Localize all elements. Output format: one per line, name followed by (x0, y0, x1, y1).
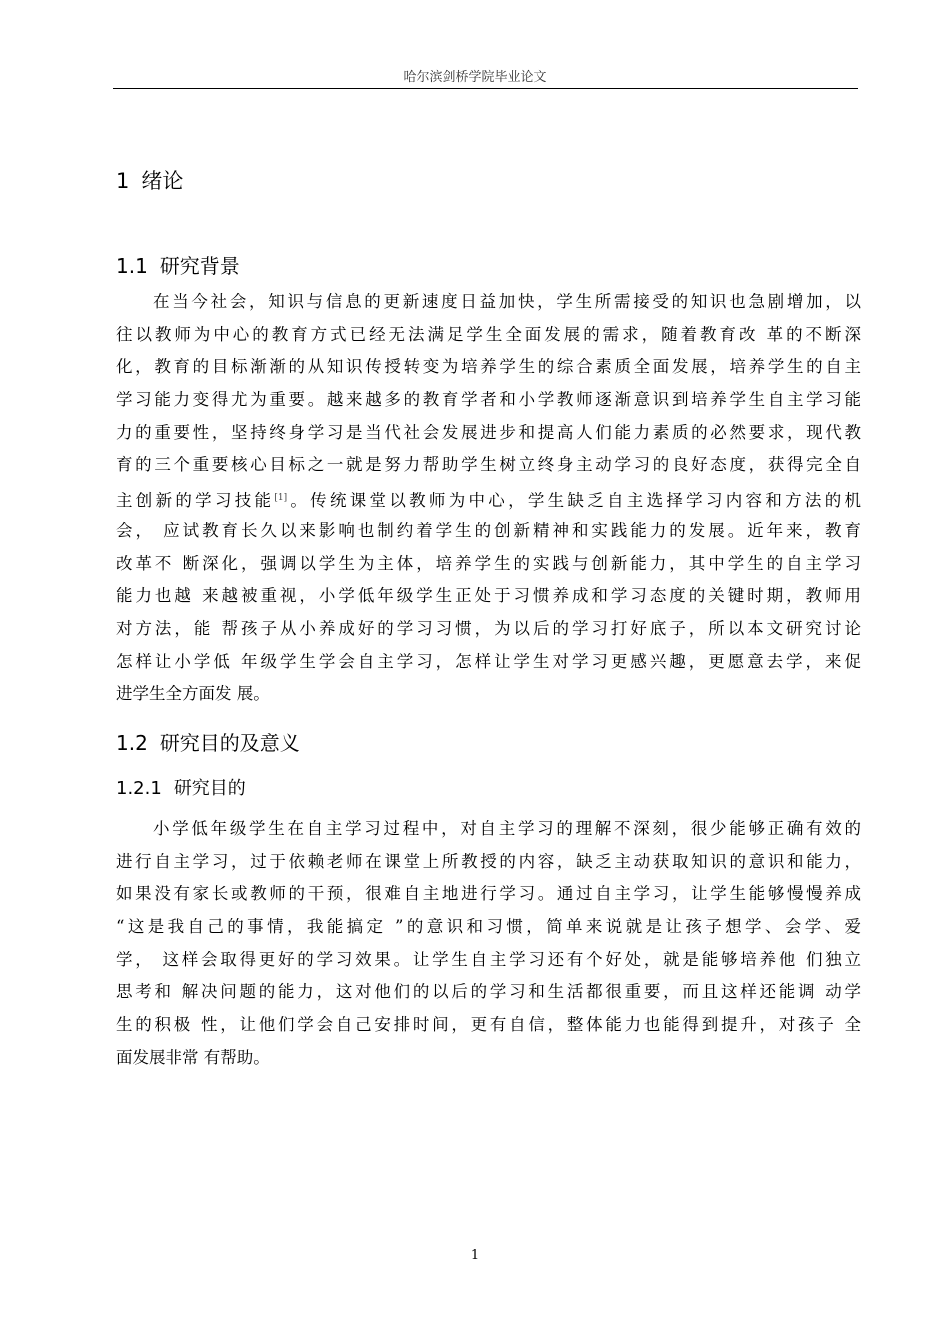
chapter-title: 绪论 (141, 169, 184, 193)
text-segment: 主创新的学习技能 (116, 491, 275, 511)
paragraph-line: 会， 应试教育长久以来影响也制约着学生的创新精神和实践能力的发展。近年来，教育 (116, 520, 861, 540)
paragraph-line: 化，教育的目标渐渐的从知识传授转变为培养学生的综合素质全面发展，培养学生的自主 (116, 357, 861, 377)
paragraph-line: 进学生全方面发 展。 (116, 684, 270, 704)
paragraph-line: 在当今社会，知识与信息的更新速度日益加快，学生所需接受的知识也急剧增加，以 (153, 292, 861, 311)
section-number: 1.1 (116, 254, 148, 278)
section-1-2-heading (116, 727, 300, 756)
running-header: 哈尔滨剑桥学院毕业论文 (403, 70, 547, 85)
paragraph-line: “这是我自己的事情，我能搞定 ”的意识和习惯，简单来说就是让孩子想学、会学、爱 (116, 917, 861, 937)
citation-marker: [1] (274, 493, 288, 504)
purpose-paragraph (116, 813, 861, 1075)
paragraph-line: 改革不 断深化，强调以学生为主体，培养学生的实践与创新能力，其中学生的自主学习 (116, 553, 861, 573)
paragraph-line: 面发展非常 有帮助。 (116, 1047, 270, 1067)
header-rule (113, 88, 858, 89)
paragraph-line: 思考和 解决问题的能力，这对他们的以后的学习和生活都很重要，而且这样还能调 动学 (116, 982, 861, 1002)
section-1-1-heading (116, 250, 240, 279)
paragraph-line: 能力也越 来越被重视，小学低年级学生正处于习惯养成和学习态度的关键时期，教师用 (116, 586, 861, 606)
section-title: 研究背景 (159, 254, 240, 278)
paragraph-line-with-citation (116, 482, 861, 515)
paragraph-line: 怎样让小学低 年级学生学会自主学习，怎样让学生对学习更感兴趣，更愿意去学，来促 (116, 651, 861, 671)
subsection-title: 研究目的 (173, 778, 246, 799)
subsection-1-2-1-heading (116, 774, 246, 800)
paragraph-line: 力的重要性，坚持终身学习是当代社会发展进步和提高人们能力素质的必然要求，现代教 (116, 422, 861, 442)
paragraph-line: 往以教师为中心的教育方式已经无法满足学生全面发展的需求，随着教育改 革的不断深 (116, 324, 861, 344)
section-title: 研究目的及意义 (159, 731, 300, 755)
page-number: 1 (470, 1248, 480, 1263)
paragraph-line: 学习能力变得尤为重要。越来越多的教育学者和小学教师逐渐意识到培养学生自主学习能 (116, 390, 861, 410)
chapter-number: 1 (116, 169, 130, 193)
subsection-number: 1.2.1 (116, 778, 162, 799)
chapter-heading (116, 165, 183, 195)
text-segment: 。传统课堂以教师为中心，学生缺乏自主选择学习内容和方法的机 (287, 491, 862, 511)
paragraph-line: 小学低年级学生在自主学习过程中，对自主学习的理解不深刻，很少能够正确有效的 (153, 819, 861, 838)
paragraph-line: 进行自主学习，过于依赖老师在课堂上所教授的内容，缺乏主动获取知识的意识和能力， (116, 851, 861, 871)
paragraph-line: 对方法，能 帮孩子从小养成好的学习习惯，为以后的学习打好底子，所以本文研究讨论 (116, 618, 861, 638)
section-number: 1.2 (116, 731, 148, 755)
paragraph-line: 如果没有家长或教师的干预，很难自主地进行学习。通过自主学习，让学生能够慢慢养成 (116, 884, 861, 904)
background-paragraph (116, 286, 861, 711)
paragraph-line: 生的积极 性，让他们学会自己安排时间，更有自信，整体能力也能得到提升，对孩子 全 (116, 1015, 861, 1035)
paragraph-line: 学， 这样会取得更好的学习效果。让学生自主学习还有个好处，就是能够培养他 们独立 (116, 949, 861, 969)
paragraph-line: 育的三个重要核心目标之一就是努力帮助学生树立终身主动学习的良好态度，获得完全自 (116, 455, 861, 475)
